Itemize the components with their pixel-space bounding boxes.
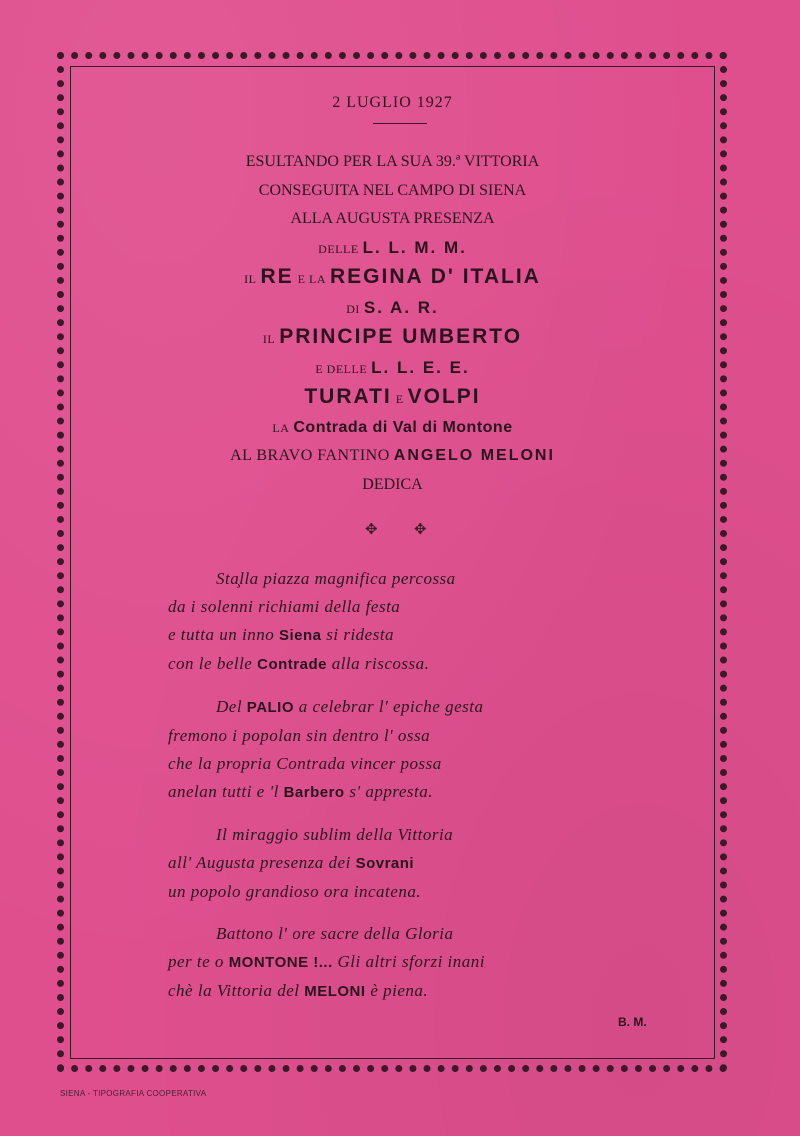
poem-line: chè la Vittoria del MELONI è piena. xyxy=(168,981,429,1000)
dedication-line-2: CONSEGUITA NEL CAMPO DI SIENA xyxy=(258,181,527,199)
ornament-right-icon: ✥ xyxy=(414,522,427,538)
dedication-line-12: DEDICA xyxy=(362,475,423,493)
poem-line: da i solenni richiami della festa xyxy=(168,597,401,616)
poem-stanza-1 xyxy=(168,565,638,679)
poem-line: Sta̧lla piazza magnifica percossa xyxy=(216,569,456,588)
poem-stanza-4 xyxy=(168,920,638,1006)
dedication-block xyxy=(70,148,715,499)
dedication-line-7: IL PRINCIPE UMBERTO xyxy=(262,325,523,348)
dedication-line-5: IL RE E LA REGINA D' ITALIA xyxy=(244,265,541,288)
poem-stanza-3 xyxy=(168,821,638,906)
poem-line: per te o MONTONE !... Gli altri sforzi inani xyxy=(168,952,485,971)
ornament-left-icon: ✥ xyxy=(365,522,378,538)
poem xyxy=(168,565,638,1020)
dedication-line-1: ESULTANDO PER LA SUA 39.ª VITTORIA xyxy=(245,153,540,170)
poem-line: e tutta un inno Siena si ridesta xyxy=(168,625,395,644)
poem-line: con le belle Contrade alla riscossa. xyxy=(168,654,430,673)
poem-line: Del PALIO a celebrar l' epiche gesta xyxy=(216,697,484,716)
author-signature: B. M. xyxy=(618,1015,647,1029)
poem-line: Battono l' ore sacre della Gloria xyxy=(216,924,454,943)
dedication-line-11: AL BRAVO FANTINO ANGELO MELONI xyxy=(230,447,555,464)
poem-line: all' Augusta presenza dei Sovrani xyxy=(168,853,415,872)
dedication-line-8: E DELLE L. L. E. E. xyxy=(315,357,470,377)
poem-stanza-2 xyxy=(168,693,638,807)
poem-line: un popolo grandioso ora incatena. xyxy=(168,882,422,901)
divider-rule xyxy=(373,123,427,124)
dedication-line-3: ALLA AUGUSTA PRESENZA xyxy=(290,210,495,227)
poem-line: Il miraggio sublim della Vittoria xyxy=(216,825,454,844)
dedication-line-6: DI S. A. R. xyxy=(346,297,439,317)
poem-line: anelan tutti e 'l Barbero s' appresta. xyxy=(168,782,433,801)
dedication-line-4: DELLE L. L. M. M. xyxy=(318,237,467,257)
date-heading: 2 LUGLIO 1927 xyxy=(332,94,453,111)
poem-line: che la propria Contrada vincer possa xyxy=(168,754,442,773)
dedication-line-9: TURATI E VOLPI xyxy=(304,385,481,408)
dedication-line-10: LA Contrada di Val di Montone xyxy=(272,418,513,436)
poem-line: fremono i popolan sin dentro l' ossa xyxy=(168,726,431,745)
printer-imprint: SIENA - TIPOGRAFIA COOPERATIVA xyxy=(60,1089,207,1098)
